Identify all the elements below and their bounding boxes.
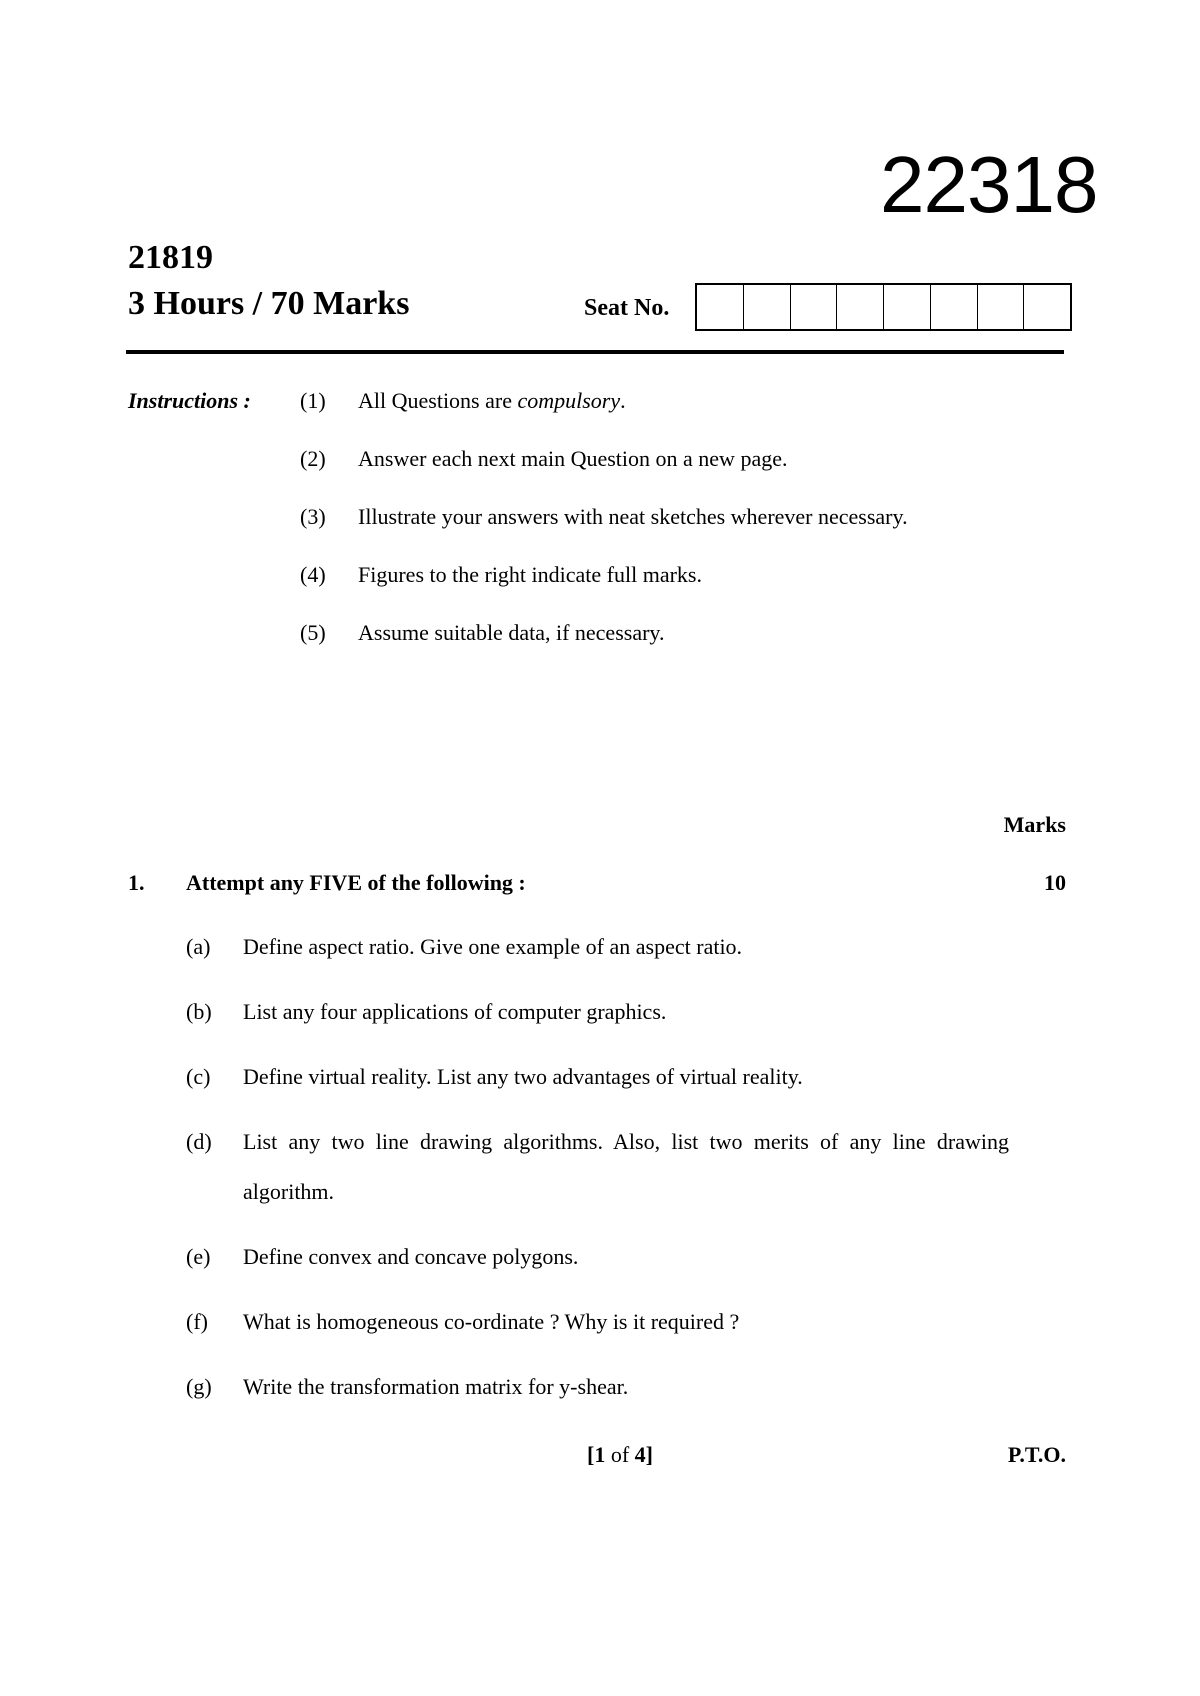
instruction-number: (1) (300, 388, 326, 413)
seat-digit-box[interactable] (1024, 285, 1070, 329)
header-divider (126, 350, 1064, 354)
page-number: [1 of 4] (587, 1442, 653, 1467)
subquestion-item (186, 1307, 739, 1337)
seat-digit-box[interactable] (791, 285, 838, 329)
subquestion-item (186, 932, 742, 962)
subquestion-text: Write the transformation matrix for y-shear. (243, 1374, 629, 1399)
subquestion-text: What is homogeneous co-ordinate ? Why is it required ? (243, 1309, 740, 1334)
subquestion-text: Define virtual reality. List any two advantages of virtual reality. (243, 1064, 803, 1089)
instruction-text: Illustrate your answers with neat sketches wherever necessary. (358, 504, 908, 529)
subquestion-text: Define aspect ratio. Give one example of an aspect ratio. (243, 934, 743, 959)
question-number: 1. (128, 870, 145, 895)
seat-digit-box[interactable] (931, 285, 978, 329)
seat-digit-box[interactable] (744, 285, 791, 329)
exam-code: 21819 (128, 239, 213, 276)
instruction-item (300, 386, 626, 416)
subquestion-label: (g) (186, 1374, 212, 1399)
subquestion-text: List any four applications of computer graphics. (243, 999, 667, 1024)
subquestion-label: (b) (186, 999, 212, 1024)
seat-digit-box[interactable] (697, 285, 744, 329)
duration-marks: 3 Hours / 70 Marks (128, 285, 410, 322)
instruction-item (300, 560, 702, 590)
instruction-text: Answer each next main Question on a new page. (358, 446, 788, 471)
subquestion-label: (d) (186, 1129, 212, 1154)
instruction-number: (5) (300, 620, 326, 645)
subquestion-label: (c) (186, 1064, 211, 1089)
instruction-number: (2) (300, 446, 326, 471)
seat-number-boxes[interactable] (695, 283, 1072, 331)
marks-heading: Marks (1003, 812, 1066, 837)
seat-number-label: Seat No. (584, 295, 670, 321)
instructions-label: Instructions : (128, 388, 251, 413)
subquestion-text: Define convex and concave polygons. (243, 1244, 579, 1269)
question-marks: 10 (1044, 870, 1066, 895)
please-turn-over: P.T.O. (1007, 1442, 1066, 1467)
seat-digit-box[interactable] (884, 285, 931, 329)
paper-code: 22318 (880, 140, 1098, 229)
subquestion-item (186, 1127, 1009, 1217)
seat-digit-box[interactable] (978, 285, 1025, 329)
instruction-number: (4) (300, 562, 326, 587)
subquestion-item (186, 1242, 578, 1272)
subquestion-item (186, 997, 666, 1027)
subquestion-text: List any two line drawing algorithms. Also, list two merits of any line drawing algorithm. (243, 1129, 1009, 1204)
instruction-text: All Questions are compulsory. (358, 388, 626, 413)
subquestion-item (186, 1372, 628, 1402)
instruction-text: Assume suitable data, if necessary. (358, 620, 665, 645)
subquestion-label: (a) (186, 934, 211, 959)
subquestion-label: (f) (186, 1309, 208, 1334)
instruction-item (300, 502, 908, 532)
instruction-item (300, 618, 664, 648)
subquestion-label: (e) (186, 1244, 211, 1269)
seat-digit-box[interactable] (837, 285, 884, 329)
instruction-text: Figures to the right indicate full marks. (358, 562, 702, 587)
instruction-item (300, 444, 787, 474)
instruction-number: (3) (300, 504, 326, 529)
question-text: Attempt any FIVE of the following : (186, 870, 526, 895)
subquestion-item (186, 1062, 803, 1092)
